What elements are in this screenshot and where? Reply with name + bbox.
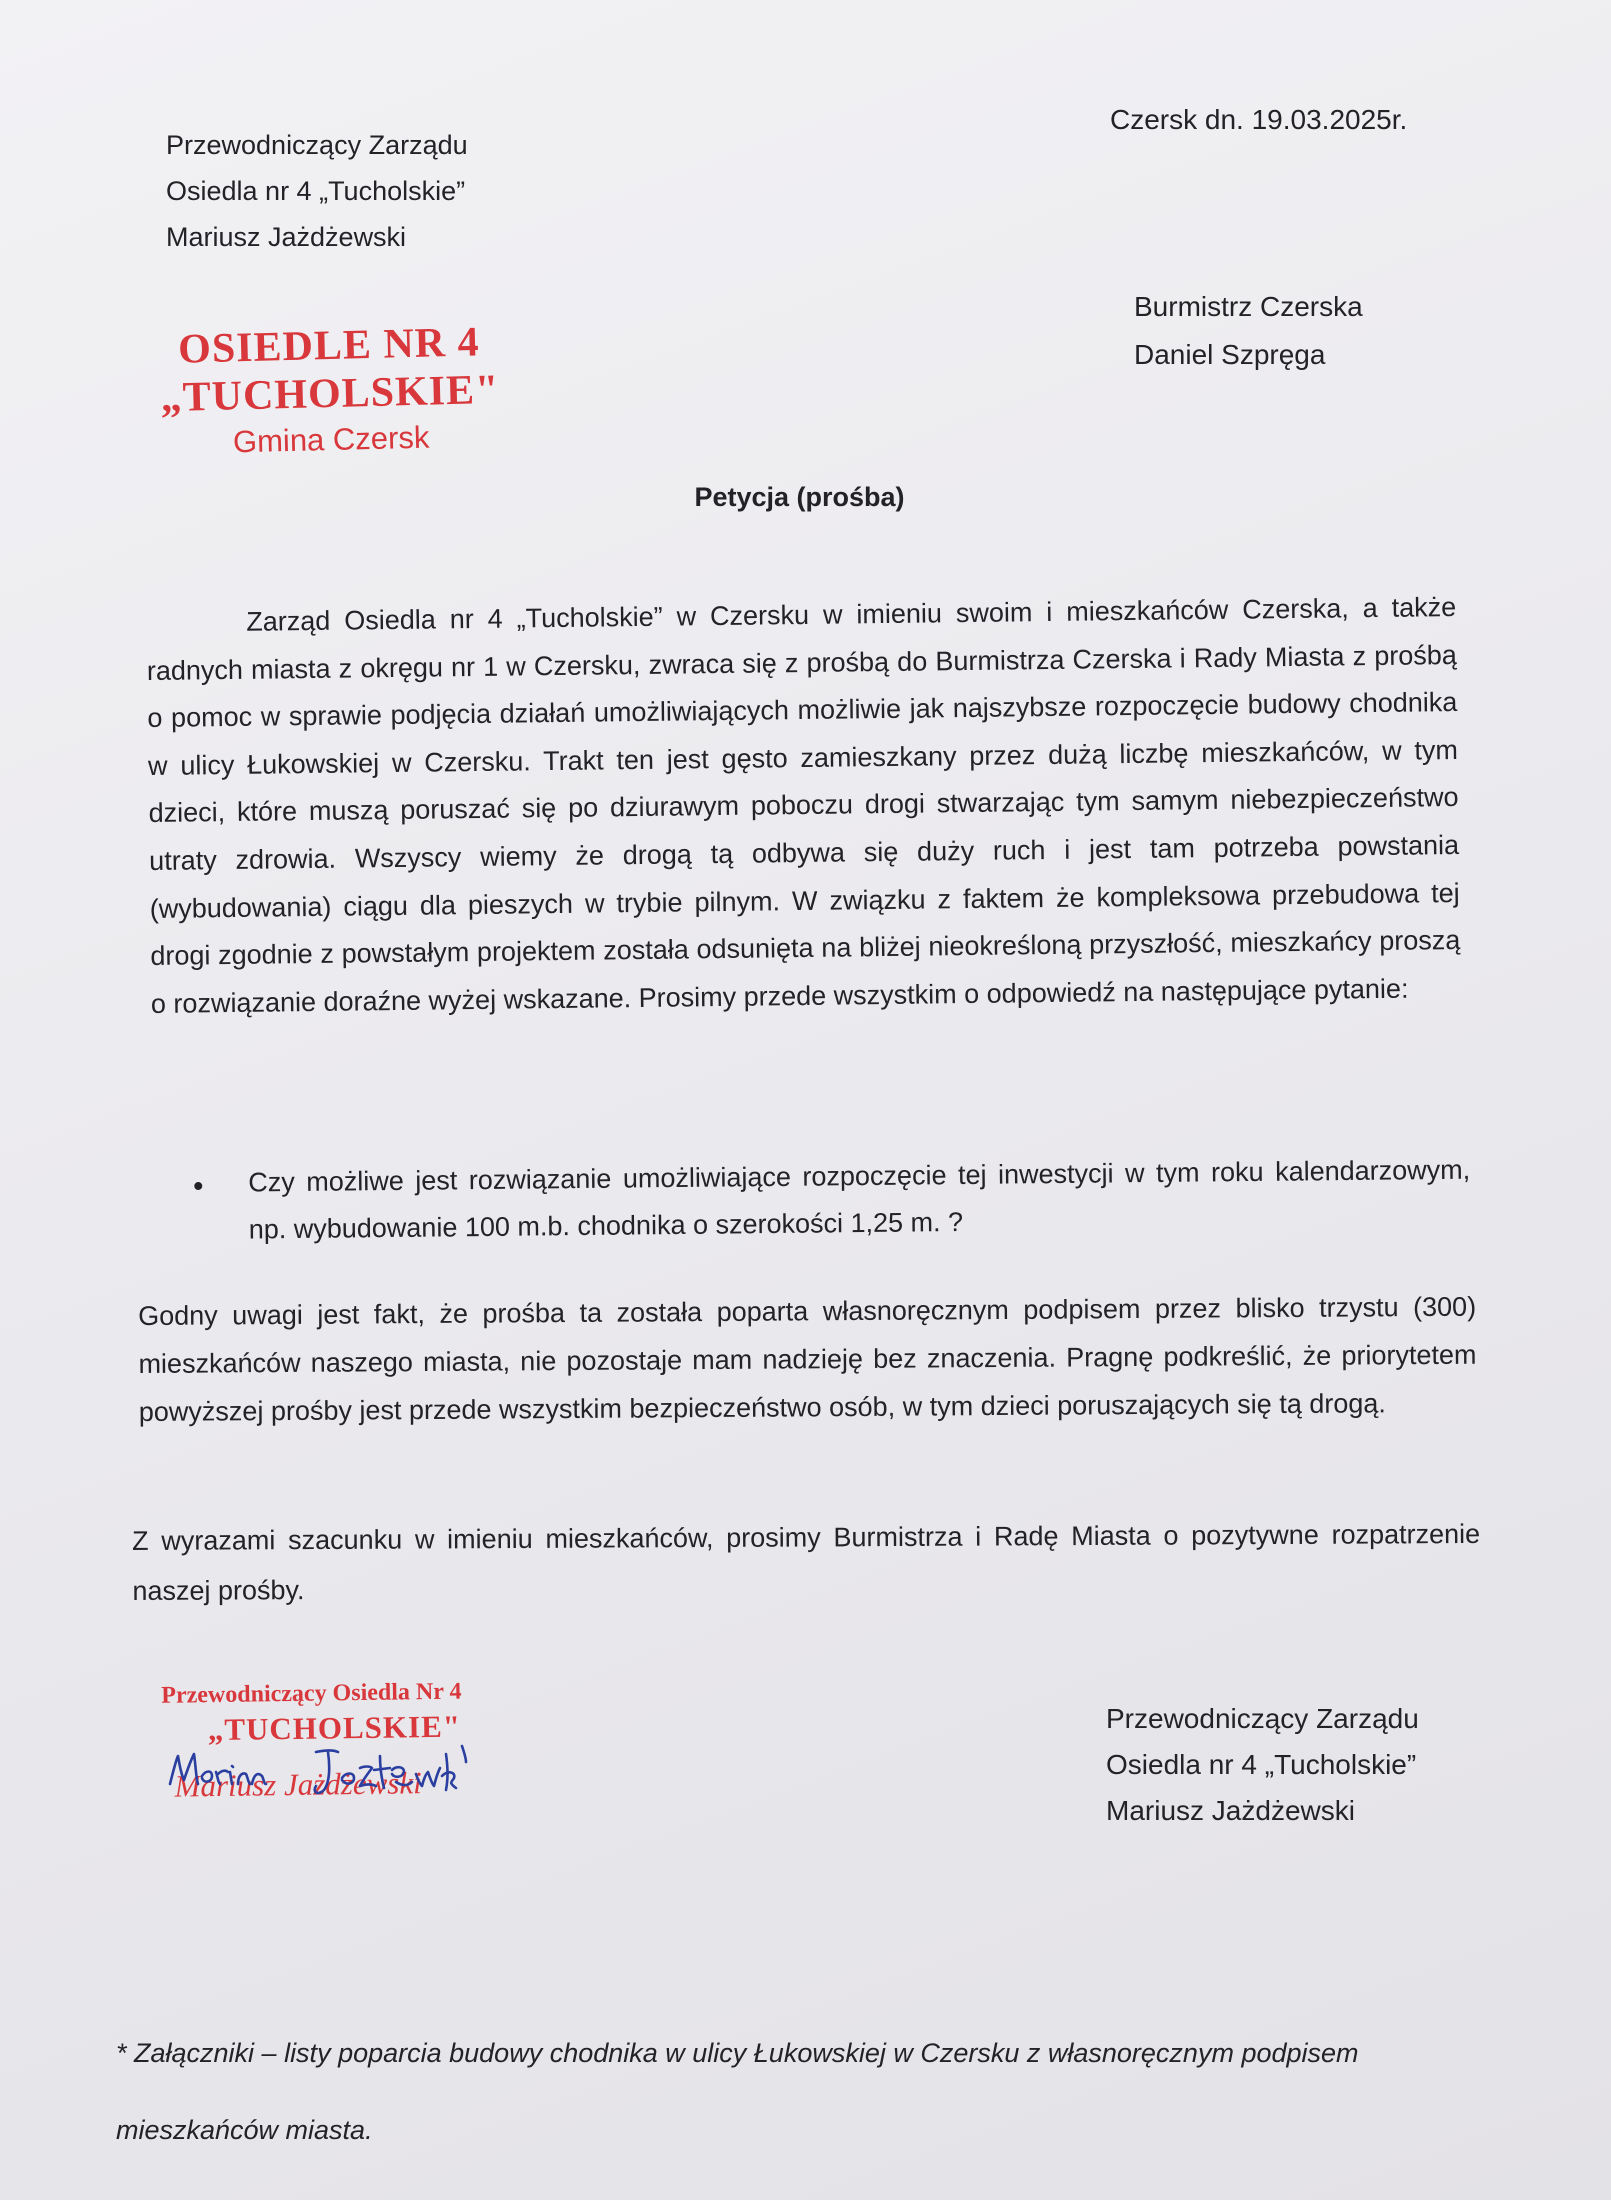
sender-line-3: Mariusz Jażdżewski	[166, 222, 407, 252]
handwritten-signature	[166, 1738, 506, 1802]
signer-block	[1106, 1696, 1419, 1834]
paragraph-closing: Z wyrazami szacunku w imieniu mieszkańców, prosimy Burmistrza i Radę Miasta o pozytywne rozpatrzenie naszej prośby.	[132, 1518, 1481, 1606]
question-bullet	[198, 1147, 1471, 1254]
document-title	[0, 482, 1611, 513]
bullet-dot-icon	[194, 1182, 202, 1190]
stamp-osiedle-line-3: Gmina Czersk	[232, 419, 430, 460]
stamp-chairman-line-3: Mariusz Jażdżewski	[174, 1765, 422, 1804]
attachments-footnote: * Załączniki – listy poparcia budowy chodnika w ulicy Łukowskiej w Czersku z własnoręcznym podpisem mieszkańców miasta.	[116, 2038, 1359, 2145]
stamp-osiedle-line-2: „TUCHOLSKIE"	[160, 366, 500, 422]
paragraph-support: Godny uwagi jest fakt, że prośba ta została poparta własnoręcznym podpisem przez blisko trzystu (300) mieszkańców naszego miasta, nie pozostaje mam nadzieję bez znaczenia. Pragnę podkreślić, że priorytetem powyższej prośby jest przede wszystkim bezpieczeństwo osób, w tym dzieci poruszających się tą drogą.	[138, 1291, 1477, 1427]
stamp-chairman-line-2: „TUCHOLSKIE"	[207, 1708, 462, 1748]
stamp-osiedle	[138, 317, 521, 466]
recipient-line-1: Burmistrz Czerska	[1134, 291, 1363, 322]
sender-line-1: Przewodniczący Zarządu	[166, 130, 468, 160]
paragraph-main-text: Zarząd Osiedla nr 4 „Tucholskie” w Czersku w imieniu swoim i mieszkańców Czerska, a także radnych miasta z okręgu nr 1 w Czersku, zwraca się z prośbą do Burmistrza Czerska i Rady Miasta z prośbą o pomoc w sprawie podjęcia działań umożliwiających możliwie jak najszybsze rozpoczęcie budowy chodnika w ulicy Łukowskiej w Czersku. Trakt ten jest gęsto zamieszkany przez dużą liczbę mieszkańców, w tym dzieci, które muszą poruszać się po dziurawym poboczu drogi stwarzając tym samym niebezpieczeństwo utraty zdrowia. Wszyscy wiemy że drogą tą odbywa się duży ruch i jest tam potrzeba powstania (wybudowania) ciągu dla pieszych w trybie pilnym. W związku z faktem że kompleksowa przebudowa tej drogi zgodnie z powstałym projektem została odsunięta na bliżej nieokreśloną przyszłość, mieszkańcy proszą o rozwiązanie doraźne wyżej wskazane. Prosimy przede wszystkim o odpowiedź na następujące pytanie:	[146, 591, 1461, 1019]
recipient-line-2: Daniel Szpręga	[1134, 339, 1326, 370]
signer-line-1: Przewodniczący Zarządu	[1106, 1703, 1419, 1734]
recipient-block	[1134, 283, 1363, 379]
signer-line-2: Osiedla nr 4 „Tucholskie”	[1106, 1749, 1417, 1780]
document-title-text: Petycja (prośba)	[694, 482, 905, 512]
sender-line-2: Osiedla nr 4 „Tucholskie”	[166, 176, 466, 206]
paragraph-main	[146, 584, 1461, 1028]
stamp-chairman-line-1: Przewodniczący Osiedla Nr 4	[161, 1678, 462, 1709]
question-bullet-text: Czy możliwe jest rozwiązanie umożliwiające rozpoczęcie tej inwestycji w tym roku kalendarzowym, np. wybudowanie 100 m.b. chodnika o szerokości 1,25 m. ?	[248, 1154, 1471, 1245]
stamp-osiedle-line-1: OSIEDLE NR 4	[177, 319, 481, 373]
signer-line-3: Mariusz Jażdżewski	[1106, 1795, 1355, 1826]
sender-block	[166, 122, 468, 260]
document-date: Czersk dn. 19.03.2025r.	[1110, 104, 1408, 135]
